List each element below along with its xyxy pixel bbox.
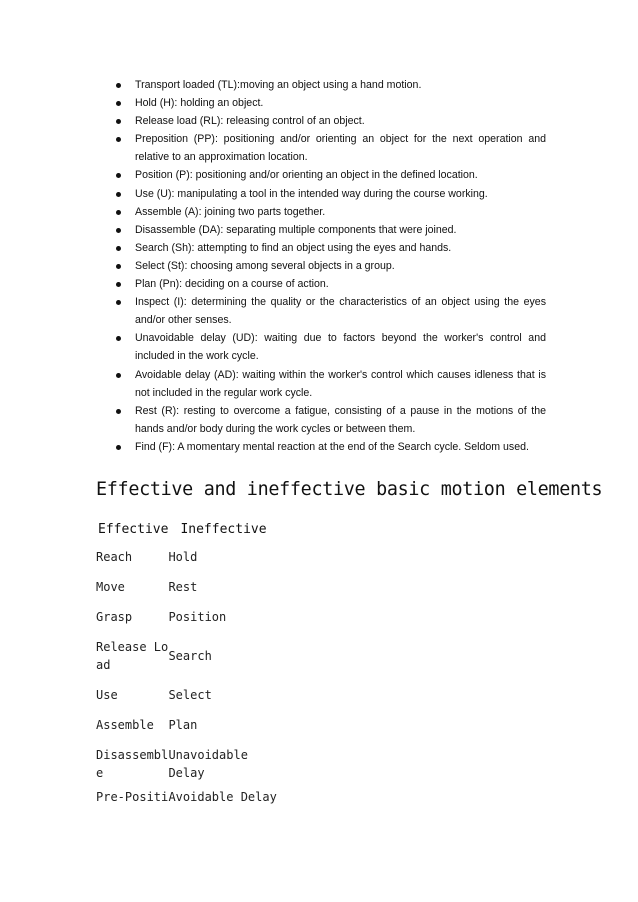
list-item-text: Disassemble (DA): separating multiple components that were joined. bbox=[135, 223, 457, 236]
bullet-icon bbox=[116, 300, 121, 305]
table-cell-ineffective: Plan bbox=[168, 718, 198, 732]
table-header-row bbox=[96, 521, 278, 542]
table-row bbox=[96, 740, 278, 788]
list-item-text: Release load (RL): releasing control of an object. bbox=[135, 115, 365, 128]
list-item-text: Unavoidable delay (UD): waiting due to factors beyond the worker's control and included in the work cycle. bbox=[135, 332, 546, 363]
list-item bbox=[96, 275, 546, 293]
list-item bbox=[96, 329, 546, 365]
list-item bbox=[96, 366, 546, 402]
list-item-text: Inspect (I): determining the quality or the characteristics of an object using the eyes and/or other senses. bbox=[135, 296, 546, 327]
bullet-icon bbox=[116, 83, 121, 88]
table-row bbox=[96, 602, 278, 632]
table-cell-effective: Reach bbox=[96, 550, 133, 564]
column-header-effective: Effective bbox=[98, 522, 169, 537]
column-header-ineffective: Ineffective bbox=[180, 522, 267, 537]
bullet-icon bbox=[116, 264, 121, 269]
bullet-icon bbox=[116, 137, 121, 142]
list-item bbox=[96, 112, 546, 130]
list-item-text: Use (U): manipulating a tool in the intended way during the course working. bbox=[135, 187, 488, 200]
table-cell-effective: Use bbox=[96, 688, 118, 702]
bullet-icon bbox=[116, 409, 121, 414]
list-item-text: Search (Sh): attempting to find an object using the eyes and hands. bbox=[135, 241, 452, 254]
table-row bbox=[96, 542, 278, 572]
list-item bbox=[96, 94, 546, 112]
bullet-icon bbox=[116, 282, 121, 287]
bullet-icon bbox=[116, 373, 121, 378]
table-row bbox=[96, 680, 278, 710]
table-cell-ineffective: Position bbox=[168, 610, 227, 624]
bullet-icon bbox=[116, 210, 121, 215]
list-item bbox=[96, 76, 546, 94]
section-heading: Effective and ineffective basic motion elements bbox=[96, 479, 603, 500]
table-cell-ineffective: Rest bbox=[168, 580, 198, 594]
table-cell-ineffective: Hold bbox=[168, 550, 198, 564]
list-item-text: Avoidable delay (AD): waiting within the worker's control which causes idleness that is not included in the regular work cycle. bbox=[135, 368, 546, 399]
list-item bbox=[96, 257, 546, 275]
table-cell-effective: Pre-Positi bbox=[96, 790, 169, 804]
table-cell-effective: Disassemble bbox=[96, 748, 169, 780]
bullet-icon bbox=[116, 445, 121, 450]
bullet-icon bbox=[116, 101, 121, 106]
table-cell-ineffective: Unavoidable Delay bbox=[168, 748, 248, 780]
table-cell-ineffective: Select bbox=[168, 688, 212, 702]
bullet-icon bbox=[116, 192, 121, 197]
list-item-text: Select (St): choosing among several objects in a group. bbox=[135, 259, 395, 272]
list-item-text: Transport loaded (TL):moving an object using a hand motion. bbox=[135, 79, 422, 91]
table-row bbox=[96, 788, 278, 818]
list-item-text: Assemble (A): joining two parts together. bbox=[135, 205, 326, 218]
bullet-icon bbox=[116, 228, 121, 233]
list-item bbox=[96, 293, 546, 329]
table-cell-effective: Release Load bbox=[96, 640, 169, 672]
list-item-text: Plan (Pn): deciding on a course of action. bbox=[135, 278, 329, 291]
bullet-icon bbox=[116, 173, 121, 178]
table-row bbox=[96, 572, 278, 602]
table-row bbox=[96, 632, 278, 680]
table-cell-effective: Grasp bbox=[96, 610, 133, 624]
list-item-text: Preposition (PP): positioning and/or orienting an object for the next operation and relative to an approximation location. bbox=[135, 133, 546, 164]
list-item bbox=[96, 166, 546, 184]
list-item-text: Hold (H): holding an object. bbox=[135, 97, 264, 110]
list-item-text: Find (F): A momentary mental reaction at the end of the Search cycle. Seldom used. bbox=[135, 440, 529, 453]
list-item-text: Position (P): positioning and/or orienting an object in the defined location. bbox=[135, 169, 478, 182]
list-item-text: Rest (R): resting to overcome a fatigue, consisting of a pause in the motions of the hands and/or body during the work cycles or between them. bbox=[135, 404, 546, 435]
list-item bbox=[96, 203, 546, 221]
table-cell-ineffective: Search bbox=[168, 649, 212, 663]
bullet-icon bbox=[116, 119, 121, 124]
list-item bbox=[96, 221, 546, 239]
list-item bbox=[96, 239, 546, 257]
table-cell-effective: Assemble bbox=[96, 718, 154, 732]
bullet-icon bbox=[116, 246, 121, 251]
bullet-icon bbox=[116, 336, 121, 341]
motion-elements-list bbox=[96, 76, 546, 456]
list-item bbox=[96, 185, 546, 203]
table-row bbox=[96, 710, 278, 740]
table-cell-effective: Move bbox=[96, 580, 125, 594]
list-item bbox=[96, 402, 546, 438]
motion-elements-table bbox=[96, 521, 278, 818]
list-item bbox=[96, 438, 546, 456]
table-cell-ineffective: Avoidable Delay bbox=[168, 790, 277, 804]
list-item bbox=[96, 130, 546, 166]
